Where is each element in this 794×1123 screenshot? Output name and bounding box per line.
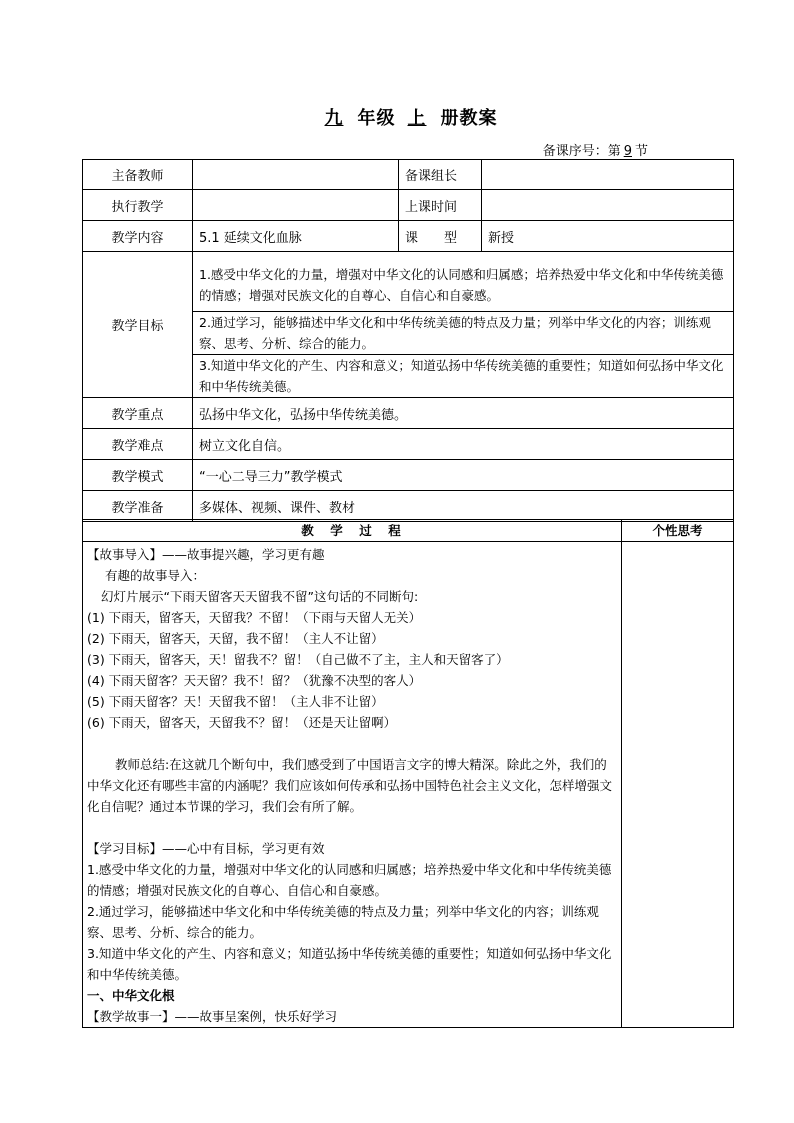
goal-1: 1.感受中华文化的力量，增强对中华文化的认同感和归属感；培养热爱中华文化和中华传统美德的情感；增强对民族文化的自尊心、自信心和自豪感。 xyxy=(193,252,734,312)
lesson-type-value: 新授 xyxy=(482,221,734,252)
learning-goal-title: 【学习目标】——心中有目标，学习更有效 xyxy=(87,841,325,856)
story-1-title: 【教学故事一】——故事呈案例，快乐好学习 xyxy=(87,1009,338,1024)
class-time-label: 上课时间 xyxy=(399,190,482,221)
learning-goal-1: 1.感受中华文化的力量，增强对中华文化的认同感和归属感；培养热爱中华文化和中华传统美德的情感；增强对民族文化的自尊心、自信心和自豪感。 xyxy=(87,862,612,898)
lead-teacher-value[interactable] xyxy=(193,160,399,190)
focus-value: 弘扬中华文化，弘扬中华传统美德。 xyxy=(193,398,734,429)
lead-teacher-label: 主备教师 xyxy=(83,160,193,190)
grade-value: 九 xyxy=(324,108,344,129)
punctuation-1: (1) 下雨天，留客天，天留我？不留！（下雨与天留人无关） xyxy=(87,610,422,625)
info-row-difficulty xyxy=(83,429,734,460)
intro-sub: 有趣的故事导入： xyxy=(105,568,206,583)
goal-3: 3.知道中华文化的产生、内容和意义；知道弘扬中华传统美德的重要性；知道如何弘扬中华文化和中华传统美德。 xyxy=(193,355,734,398)
seq-label: 备课序号：第 xyxy=(542,144,621,159)
info-row-goals xyxy=(83,252,734,312)
learning-goal-2: 2.通过学习，能够描述中华文化和中华传统美德的特点及力量；列举中华文化的内容；训练观察、思考、分析、综合的能力。 xyxy=(87,904,599,940)
difficulty-label: 教学难点 xyxy=(83,429,193,460)
mode-value: “一心二导三力”教学模式 xyxy=(193,460,734,491)
exec-label: 执行教学 xyxy=(83,190,193,221)
group-leader-label: 备课组长 xyxy=(399,160,482,190)
focus-label: 教学重点 xyxy=(83,398,193,429)
content-label: 教学内容 xyxy=(83,221,193,252)
goals-label: 教学目标 xyxy=(83,252,193,398)
group-leader-value[interactable] xyxy=(482,160,734,190)
term-label: 册教案 xyxy=(440,108,498,129)
info-row-focus xyxy=(83,398,734,429)
intro-title: 【故事导入】——故事提兴趣，学习更有趣 xyxy=(87,547,325,562)
content-value: 5.1 延续文化血脉 xyxy=(193,221,399,252)
punctuation-6: (6) 下雨天，留客天，天留我不？留！（还是天让留啊） xyxy=(87,715,397,730)
seq-suffix: 节 xyxy=(634,144,648,159)
section-1-title: 一、中华文化根 xyxy=(87,988,175,1003)
term-value: 上 xyxy=(407,108,427,129)
punctuation-3: (3) 下雨天，留客天，天！留我不？留！（自己做不了主，主人和天留客了） xyxy=(87,652,509,667)
lesson-type-label: 课 型 xyxy=(399,221,482,252)
prep-value: 多媒体、视频、课件、教材 xyxy=(193,491,734,522)
info-row-mode xyxy=(83,460,734,491)
goal-2: 2.通过学习，能够描述中华文化和中华传统美德的特点及力量；列举中华文化的内容；训练观察、思考、分析、综合的能力。 xyxy=(193,312,734,355)
info-row-teacher xyxy=(83,160,734,190)
page-title xyxy=(0,104,794,130)
personal-notes-cell[interactable] xyxy=(622,542,734,1028)
learning-goal-3: 3.知道中华文化的产生、内容和意义；知道弘扬中华传统美德的重要性；知道如何弘扬中华文化和中华传统美德。 xyxy=(87,946,612,982)
lesson-info-table xyxy=(82,159,734,522)
info-row-exec xyxy=(83,190,734,221)
punctuation-2: (2) 下雨天，留客天，天留，我不留！（主人不让留） xyxy=(87,631,384,646)
slide-line: 幻灯片展示“下雨天留客天天留我不留”这句话的不同断句: xyxy=(101,589,419,604)
process-header: 教 学 过 程 xyxy=(83,520,622,542)
difficulty-value: 树立文化自信。 xyxy=(193,429,734,460)
process-body xyxy=(83,542,622,1028)
exec-value[interactable] xyxy=(193,190,399,221)
info-row-prep xyxy=(83,491,734,522)
seq-number: 9 xyxy=(623,144,632,159)
teaching-process-table xyxy=(82,519,734,1028)
notes-header: 个性思考 xyxy=(622,520,734,542)
mode-label: 教学模式 xyxy=(83,460,193,491)
punctuation-4: (4) 下雨天留客？天天留？我不！留？（犹豫不决型的客人） xyxy=(87,673,422,688)
grade-label: 年级 xyxy=(357,108,396,129)
punctuation-5: (5) 下雨天留客？天！天留我不留！（主人非不让留） xyxy=(87,694,384,709)
class-time-value[interactable] xyxy=(482,190,734,221)
lesson-sequence xyxy=(543,140,648,159)
teacher-summary: 教师总结:在这就几个断句中，我们感受到了中国语言文字的博大精深。除此之外，我们的中华文化还有哪些丰富的内涵呢？我们应该如何传承和弘扬中国特色社会主义文化，怎样增强文化自信呢？通过本节课的学习，我们会有所了解。 xyxy=(87,757,613,814)
prep-label: 教学准备 xyxy=(83,491,193,522)
info-row-content xyxy=(83,221,734,252)
